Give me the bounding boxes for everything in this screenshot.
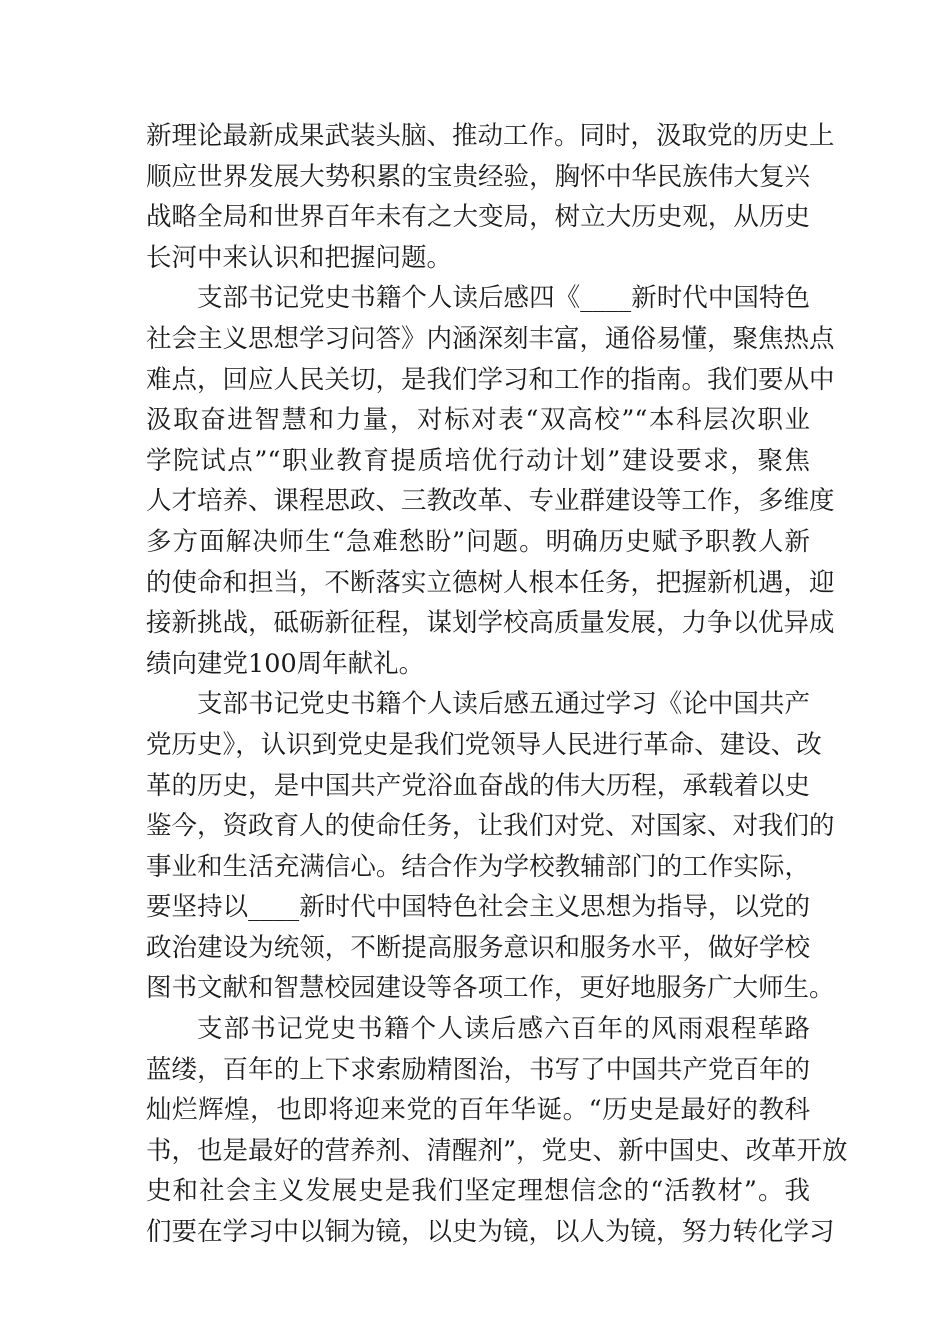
paragraph-3-line-6: 要坚持以____新时代中国特色社会主义思想为指导，以党的	[146, 892, 810, 923]
paragraph-1-line-3: 战略全局和世界百年未有之大变局，树立大历史观，从历史	[146, 202, 810, 233]
paragraph-2-line-9: 接新挑战，砥砺新征程，谋划学校高质量发展，力争以优异成	[146, 608, 835, 639]
paragraph-2-line-2: 社会主义思想学习问答》内涵深刻丰富，通俗易懂，聚焦热点	[146, 323, 835, 354]
paragraph-2-line-6: 人才培养、课程思政、三教改革、专业群建设等工作，多维度	[146, 486, 835, 517]
paragraph-4-line-5: 史和社会主义发展史是我们坚定理想信念的“活教材”。我	[146, 1176, 810, 1207]
paragraph-1-line-4: 长河中来认识和把握问题。	[146, 242, 453, 273]
paragraph-4-line-2: 蓝缕，百年的上下求索励精图治，书写了中国共产党百年的	[146, 1054, 810, 1085]
paragraph-3-line-3: 革的历史，是中国共产党浴血奋战的伟大历程，承载着以史	[146, 770, 810, 801]
paragraph-3-line-5: 事业和生活充满信心。结合作为学校教辅部门的工作实际，	[146, 851, 810, 882]
paragraph-2-line-4: 汲取奋进智慧和力量，对标对表“双高校”“本科层次职业	[146, 405, 810, 436]
paragraph-3-line-2: 党历史》，认识到党史是我们党领导人民进行革命、建设、改	[146, 729, 822, 760]
paragraph-4-line-1: 支部书记党史书籍个人读后感六百年的风雨艰程荜路	[197, 1014, 810, 1045]
paragraph-3-line-7: 政治建设为统领，不断提高服务意识和服务水平，做好学校	[146, 932, 810, 963]
paragraph-2-line-1: 支部书记党史书籍个人读后感四《____新时代中国特色	[197, 283, 810, 314]
paragraph-4-line-6: 们要在学习中以铜为镜，以史为镜，以人为镜，努力转化学习	[146, 1217, 835, 1248]
paragraph-2-line-7: 多方面解决师生“急难愁盼”问题。明确历史赋予职教人新	[146, 526, 810, 557]
paragraph-1-line-1: 新理论最新成果武装头脑、推动工作。同时，汲取党的历史上	[146, 121, 835, 151]
paragraph-4-line-3: 灿烂辉煌，也即将迎来党的百年华诞。“历史是最好的教科	[146, 1095, 810, 1126]
paragraph-1-line-2: 顺应世界发展大势积累的宝贵经验，胸怀中华民族伟大复兴	[146, 161, 810, 192]
paragraph-3-line-1: 支部书记党史书籍个人读后感五通过学习《论中国共产	[197, 689, 810, 720]
body-text	[146, 116, 848, 1253]
paragraph-2-line-5: 学院试点”“职业教育提质培优行动计划”建设要求，聚焦	[146, 445, 810, 476]
paragraph-2-line-10: 绩向建党100周年献礼。	[146, 648, 425, 679]
paragraph-2-line-3: 难点，回应人民关切，是我们学习和工作的指南。我们要从中	[146, 364, 835, 395]
paragraph-3-line-4: 鉴今，资政育人的使命任务，让我们对党、对国家、对我们的	[146, 811, 835, 842]
paragraph-2-line-8: 的使命和担当，不断落实立德树人根本任务，把握新机遇，迎	[146, 567, 835, 598]
paragraph-4-line-4: 书，也是最好的营养剂、清醒剂”，党史、新中国史、改革开放	[146, 1135, 848, 1166]
paragraph-3-line-8: 图书文献和智慧校园建设等各项工作，更好地服务广大师生。	[146, 973, 835, 1004]
